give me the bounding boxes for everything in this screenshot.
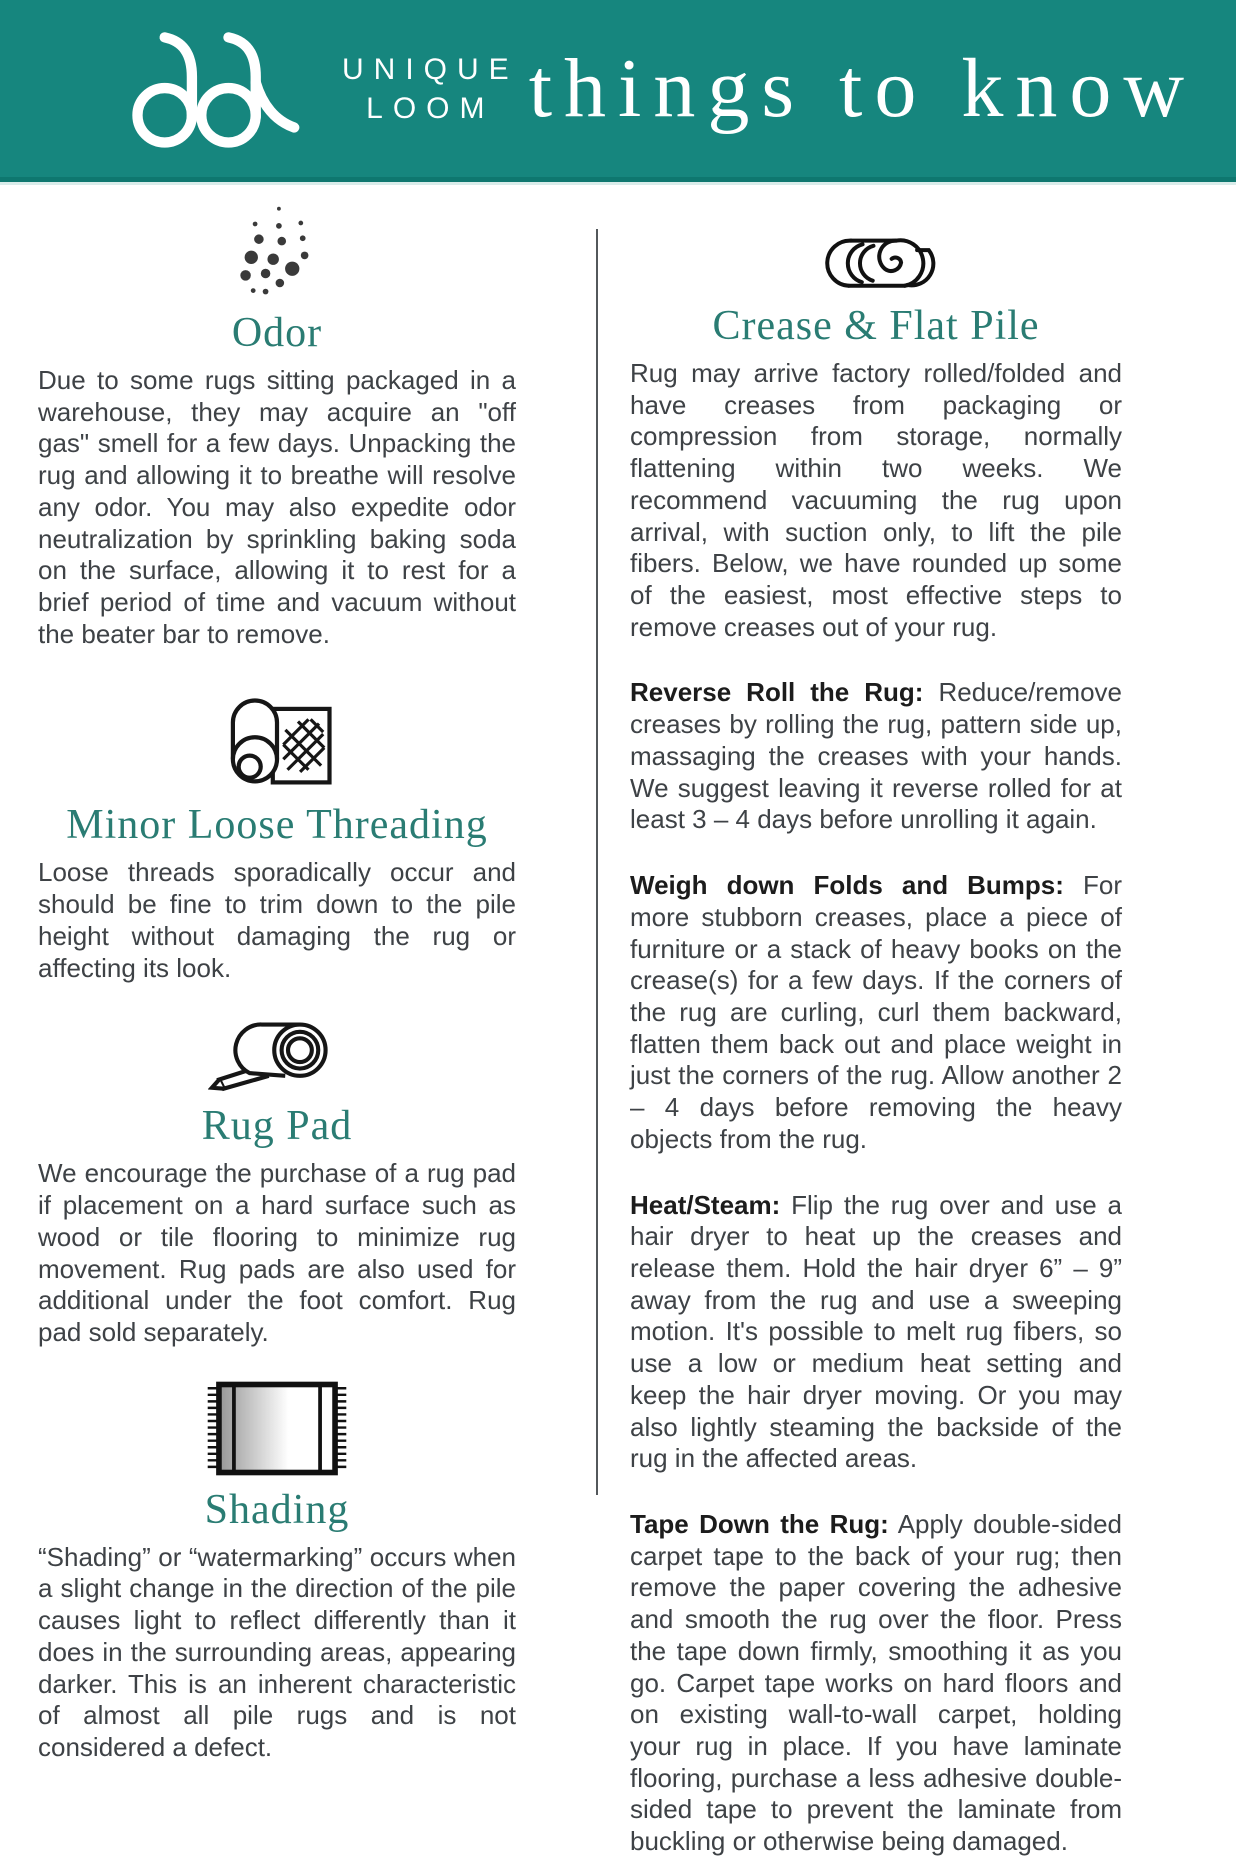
brand-line2: LOOM — [366, 91, 495, 125]
section-rug-pad — [38, 1008, 516, 1348]
column-divider — [596, 229, 598, 1495]
tip-text: Reduce/remove creases by rolling the rug, pattern side up, massaging the creases with your hands. We suggest leaving it reverse rolled for at least 3 – 4 days before unrolling it again. — [630, 677, 1123, 835]
rug-pad-roll-icon — [38, 1008, 516, 1096]
tip-text: Apply double-sided carpet tape to the back of your rug; then remove the paper covering the adhesive and smooth the rug over the floor. Press the tape down firmly, smoothing it as you go. Carpet tape works on hard floors and on existing wall-to-wall carpet, holding your rug in place. If you have laminate flooring, purchase a less adhesive double-sided tape to prevent the laminate from buckling or otherwise being damaged. — [630, 1509, 1122, 1857]
tip-text: For more stubborn creases, place a piece of furniture or a stack of heavy books on the crease(s) for a few days. If the corners of the rug are curling, curl them backward, flatten them back out and place weight in just the corners of the rug. Allow another 2 – 4 days before removing the heavy objects from the rug. — [630, 870, 1122, 1154]
odor-sprinkle-dots-icon — [38, 203, 516, 303]
left-column — [38, 185, 516, 1858]
brand-logo-group — [126, 28, 519, 150]
section-shading — [38, 1377, 516, 1764]
section-heading: Minor Loose Threading — [66, 802, 488, 849]
unique-loom-logo-icon — [126, 28, 316, 150]
tip-reverse-roll — [630, 677, 1122, 836]
section-heading: Odor — [231, 310, 323, 356]
brand-name — [342, 50, 519, 128]
section-crease-flat-pile — [630, 229, 1122, 1858]
tip-label: Tape Down the Rug: — [630, 1509, 889, 1539]
tip-text: Flip the rug over and use a hair dryer to heat up the creases and release them. Hold the hair dryer 6” – 9” away from the rug and use a sweeping motion. It's possible to melt rug fibers, so use a low or medium heat setting and keep the hair dryer moving. Or you may also lightly steaming the backside of the rug in the affected areas. — [630, 1189, 1122, 1474]
content-columns — [0, 185, 1236, 1858]
tip-heat-steam — [630, 1190, 1122, 1475]
tip-label: Heat/Steam: — [630, 1189, 781, 1220]
section-body: Due to some rugs sitting packaged in a warehouse, they may acquire an "off gas" smell for a few days. Unpacking the rug and allowing it to breathe will resolve any odor. You may also expedite odor neutralization by sprinkling baking soda on the surface, allowing it to rest for a brief period of time and vacuum without the beater bar to remove. — [38, 365, 516, 649]
section-intro: Rug may arrive factory rolled/folded and have creases from packaging or compression from storage, normally flattening within two weeks. We recommend vacuuming the rug upon arrival, with suction only, to lift the pile fibers. Below, we have rounded up some of the easiest, most effective steps to remove creases out of your rug. — [630, 358, 1122, 642]
tip-label: Weigh down Folds and Bumps: — [630, 870, 1064, 901]
page-title: things to know — [528, 42, 1197, 135]
section-body: We encourage the purchase of a rug pad if placement on a hard surface such as wood or tile flooring to minimize rug movement. Rug pads are also used for additional under the foot comfort. Rug pad sold separately. — [38, 1158, 516, 1347]
brand-line1: UNIQUE — [342, 52, 519, 86]
section-body: Loose threads sporadically occur and should be fine to trim down to the pile height without damaging the rug or affecting its look. — [38, 857, 516, 983]
tip-label: Reverse Roll the Rug: — [630, 677, 924, 708]
shaded-rug-icon — [38, 1377, 516, 1480]
rolled-rug-side-icon — [630, 229, 1122, 296]
section-heading: Shading — [204, 1486, 350, 1533]
tip-tape-down — [630, 1509, 1122, 1858]
unrolling-rug-crosshatch-icon — [38, 690, 516, 795]
tip-weigh-down — [630, 870, 1122, 1155]
section-odor — [38, 203, 516, 650]
section-heading: Rug Pad — [201, 1103, 353, 1150]
header-banner — [0, 0, 1236, 182]
section-heading: Crease & Flat Pile — [712, 303, 1040, 349]
section-minor-loose-threading — [38, 690, 516, 984]
section-body: “Shading” or “watermarking” occurs when a slight change in the direction of the pile causes light to reflect differently than it does in the surrounding areas, appearing darker. This is an inherent characteristic of almost all pile rugs and is not considered a defect. — [38, 1541, 516, 1762]
right-column — [630, 185, 1122, 1858]
